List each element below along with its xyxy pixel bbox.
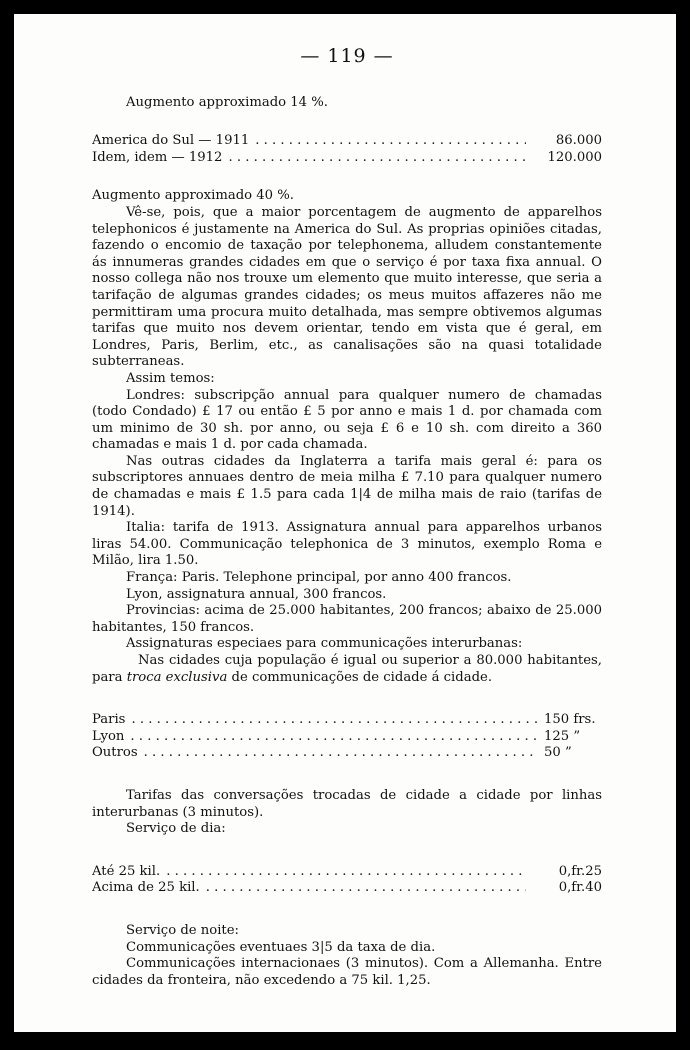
- row-value: 0,fr.25: [558, 863, 602, 879]
- dot-leader: [130, 729, 538, 746]
- row-value: 150 frs.: [544, 712, 596, 728]
- america-1912-row: [92, 150, 602, 167]
- troca-exclusiva: troca exclusiva: [126, 669, 228, 685]
- augmento-40: Augmento approximado 40 %.: [92, 188, 294, 204]
- communicacoes-eventuaes: Communicações eventuaes 3|5 da taxa de dia.: [126, 939, 436, 955]
- paragraph-nas-cidades: [92, 653, 602, 686]
- row-label: Paris: [92, 712, 126, 728]
- paragraph-internacionaes: Communicações internacionaes (3 minutos). Com a Allemanha. Entre cidades da fronteira, não excedendo a 75 kil. 1,25.: [92, 956, 602, 988]
- ate-25-row: [92, 864, 602, 881]
- row-label: America do Sul — 1911: [92, 133, 250, 149]
- paris-row: [92, 712, 602, 729]
- row-label: Idem, idem — 1912: [92, 149, 223, 165]
- assim-temos: Assim temos:: [126, 370, 215, 386]
- dot-leader: [228, 150, 526, 167]
- paragraph-tarifas: Tarifas das conversações trocadas de cidade a cidade por linhas interurbanas (3 minutos).: [92, 787, 602, 820]
- dot-leader: [166, 864, 526, 881]
- row-label: Lyon: [92, 728, 125, 744]
- nas-cidades-text-end: de communicações de cidade á cidade.: [231, 669, 493, 685]
- lyon-row: [92, 729, 602, 746]
- dot-leader: [255, 133, 526, 150]
- nas-cidades-text: Nas cidades cuja população é igual ou superior a 80.000 habitantes, para: [92, 653, 602, 685]
- page-number: — 119 —: [300, 45, 394, 67]
- augmento-14: Augmento approximado 14 %.: [126, 94, 328, 110]
- paragraph-italia: Italia: tarifa de 1913. Assignatura annual para apparelhos urbanos liras 54.00. Communicação telephonica de 3 minutos, exemplo Roma e Milão, lira 1.50.: [92, 520, 602, 569]
- row-value: 125 ”: [544, 728, 581, 744]
- paragraph-inglaterra: Nas outras cidades da Inglaterra a tarifa mais geral é: para os subscriptores annuaes dentro de meia milha £ 7.10 para qualquer numero de chamadas e mais £ 1.5 para cada 1|4 de milha mais de raio (tarifas de 1914).: [92, 453, 602, 519]
- row-value: 0,fr.40: [558, 880, 602, 896]
- servico-noite: Serviço de noite:: [126, 922, 239, 938]
- outros-row: [92, 745, 602, 762]
- dot-leader: [206, 880, 526, 897]
- paragraph-assignaturas: Assignaturas especiaes para communicações interurbanas:: [126, 636, 523, 652]
- row-value: 50 ”: [544, 745, 572, 761]
- dot-leader: [131, 712, 538, 729]
- row-label: Até 25 kil.: [92, 863, 161, 879]
- paragraph-provincias: Provincias: acima de 25.000 habitantes, 200 francos; abaixo de 25.000 habitantes, 150 francos.: [92, 603, 602, 635]
- servico-dia: Serviço de dia:: [126, 821, 226, 837]
- row-value: 120.000: [547, 149, 602, 165]
- dot-leader: [144, 745, 538, 762]
- row-label: Acima de 25 kil.: [92, 880, 200, 896]
- row-label: Outros: [92, 745, 138, 761]
- paragraph-franca: França: Paris. Telephone principal, por anno 400 francos.: [126, 570, 512, 586]
- page-content: [92, 45, 602, 989]
- acima-25-row: [92, 880, 602, 897]
- row-value: 86.000: [555, 133, 602, 149]
- scanned-page: [14, 14, 676, 1032]
- paragraph-lyon: Lyon, assignatura annual, 300 francos.: [126, 586, 387, 602]
- paragraph-vese: Vê-se, pois, que a maior porcentagem de augmento de apparelhos telephonicos é justamente na America do Sul. As proprias opiniões citadas, fazendo o encomio de taxação por telephonema, alludem constantemente ás innumeras grandes cidades em que o serviço é por taxa fixa annual. O nosso collega não nos trouxe um elemento que muito interesse, que seria a tarifação de algumas grandes cidades; os meus muitos affazeres não me permittiram uma procura muito detalhada, mas sempre obtivemos algumas tarifas que muito nos devem orientar, tendo em vista que é geral, em Londres, Paris, Berlim, etc., as canalisações são na quasi totalidade subterraneas.: [92, 204, 602, 370]
- paragraph-londres: Londres: subscripção annual para qualquer numero de chamadas (todo Condado) £ 17 ou então £ 5 por anno e mais 1 d. por chamada com um minimo de 30 sh. por anno, ou seja £ 6 e 10 sh. com direito a 360 chamadas e mais 1 d. por cada chamada.: [92, 387, 602, 453]
- america-1911-row: [92, 133, 602, 150]
